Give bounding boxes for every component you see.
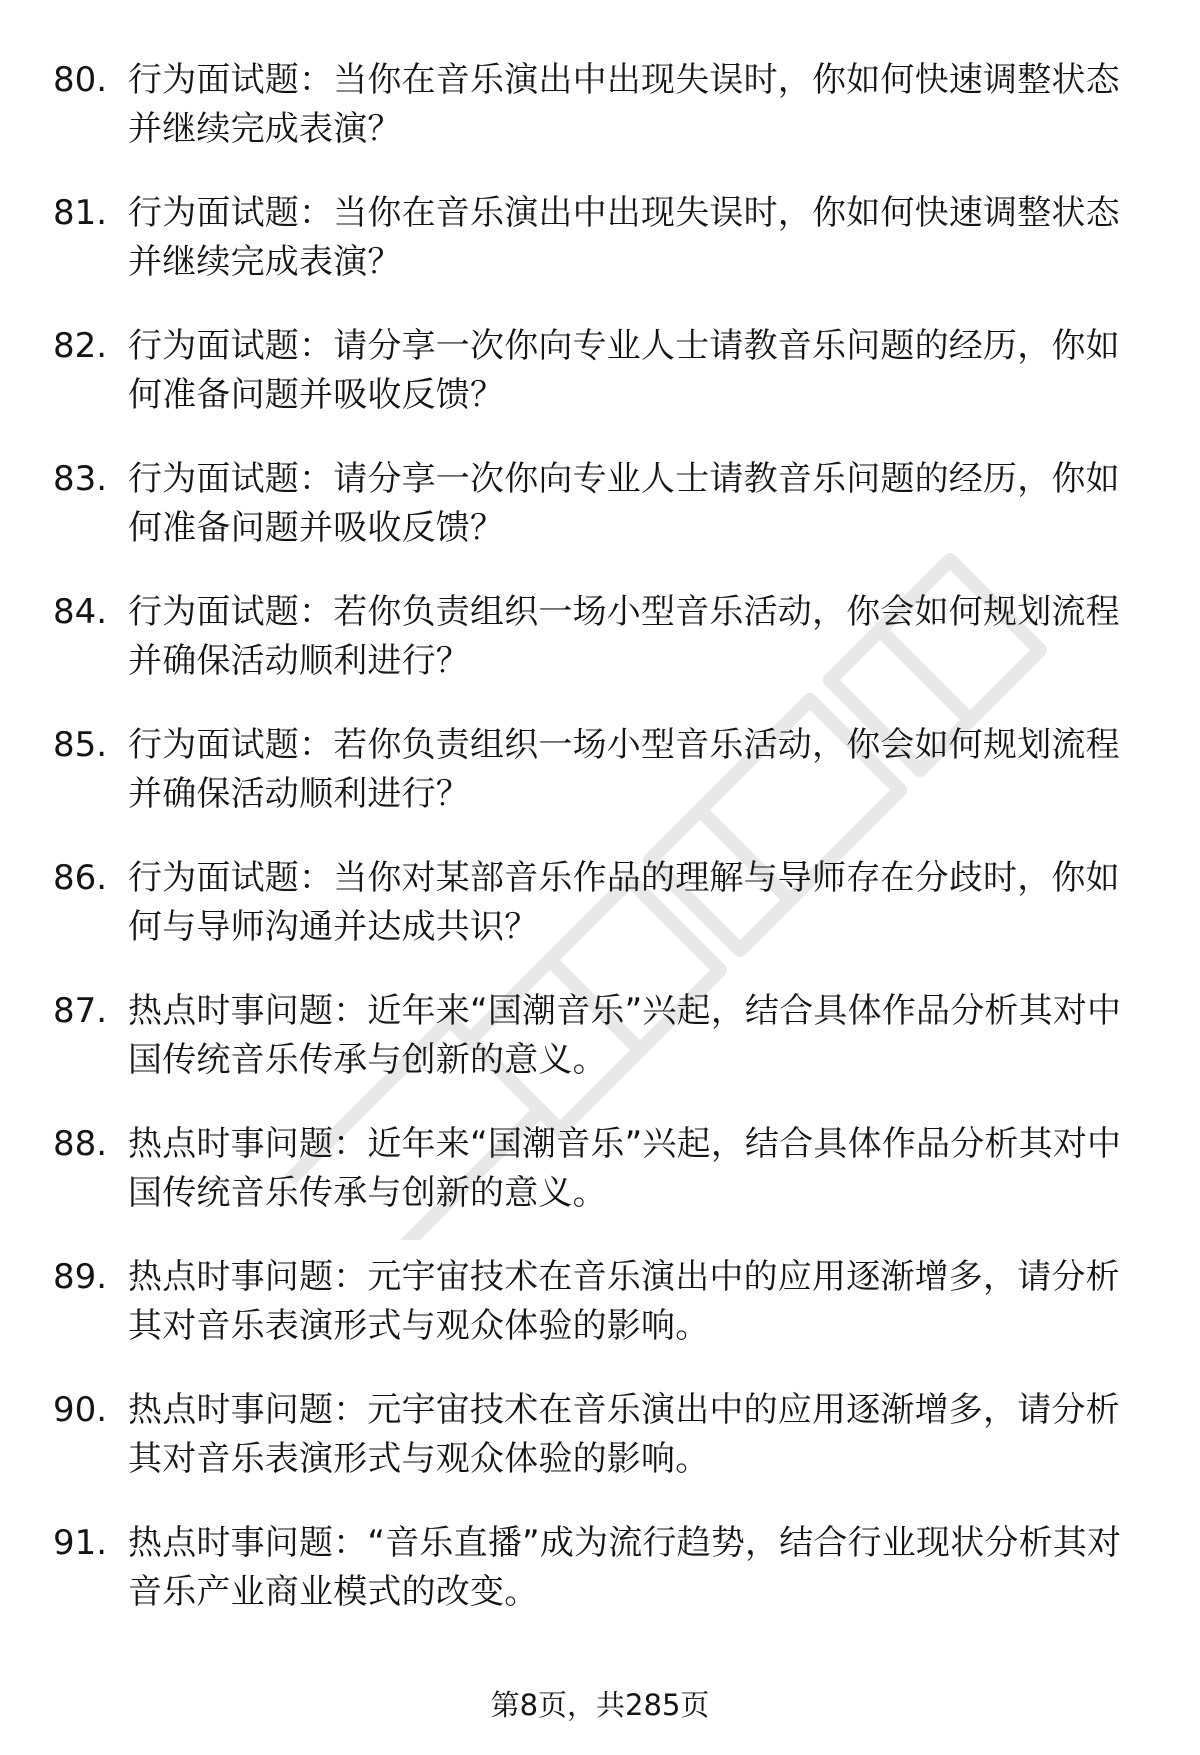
question-text: 热点时事问题：元宇宙技术在音乐演出中的应用逐渐增多，请分析其对音乐表演形式与观众体验的影响。	[128, 1257, 1120, 1346]
question-number: 91.	[53, 1523, 108, 1563]
question-item	[0, 189, 1200, 287]
question-item	[0, 987, 1200, 1085]
question-item	[0, 1120, 1200, 1218]
question-item	[0, 56, 1200, 154]
question-number: 86.	[53, 858, 108, 898]
question-item	[0, 1253, 1200, 1351]
question-number: 83.	[53, 459, 108, 499]
question-text: 热点时事问题：近年来“国潮音乐”兴起，结合具体作品分析其对中国传统音乐传承与创新的意义。	[128, 991, 1122, 1080]
question-number: 87.	[53, 991, 108, 1031]
question-number: 80.	[53, 60, 108, 100]
question-number: 85.	[53, 725, 108, 765]
question-item	[0, 721, 1200, 819]
page-footer: 第8页，共285页	[490, 1688, 710, 1722]
question-text: 行为面试题：请分享一次你向专业人士请教音乐问题的经历，你如何准备问题并吸收反馈？	[128, 326, 1120, 415]
question-item	[0, 322, 1200, 420]
question-number: 90.	[53, 1390, 108, 1430]
question-text: 行为面试题：当你对某部音乐作品的理解与导师存在分歧时，你如何与导师沟通并达成共识？	[128, 858, 1120, 947]
question-number: 89.	[53, 1257, 108, 1297]
question-item	[0, 854, 1200, 952]
question-list	[0, 56, 1200, 1652]
question-text: 行为面试题：请分享一次你向专业人士请教音乐问题的经历，你如何准备问题并吸收反馈？	[128, 459, 1120, 548]
question-text: 行为面试题：若你负责组织一场小型音乐活动，你会如何规划流程并确保活动顺利进行？	[128, 725, 1120, 814]
question-item	[0, 1386, 1200, 1484]
question-item	[0, 588, 1200, 686]
question-text: 行为面试题：当你在音乐演出中出现失误时，你如何快速调整状态并继续完成表演？	[128, 60, 1120, 149]
question-item	[0, 1519, 1200, 1617]
question-number: 81.	[53, 193, 108, 233]
question-text: 行为面试题：若你负责组织一场小型音乐活动，你会如何规划流程并确保活动顺利进行？	[128, 592, 1120, 681]
question-text: 行为面试题：当你在音乐演出中出现失误时，你如何快速调整状态并继续完成表演？	[128, 193, 1120, 282]
question-text: 热点时事问题：近年来“国潮音乐”兴起，结合具体作品分析其对中国传统音乐传承与创新的意义。	[128, 1124, 1122, 1213]
question-text: 热点时事问题：元宇宙技术在音乐演出中的应用逐渐增多，请分析其对音乐表演形式与观众体验的影响。	[128, 1390, 1120, 1479]
question-item	[0, 455, 1200, 553]
question-number: 82.	[53, 326, 108, 366]
question-text: 热点时事问题：“音乐直播”成为流行趋势，结合行业现状分析其对音乐产业商业模式的改变。	[128, 1523, 1122, 1612]
question-number: 88.	[53, 1124, 108, 1164]
question-number: 84.	[53, 592, 108, 632]
